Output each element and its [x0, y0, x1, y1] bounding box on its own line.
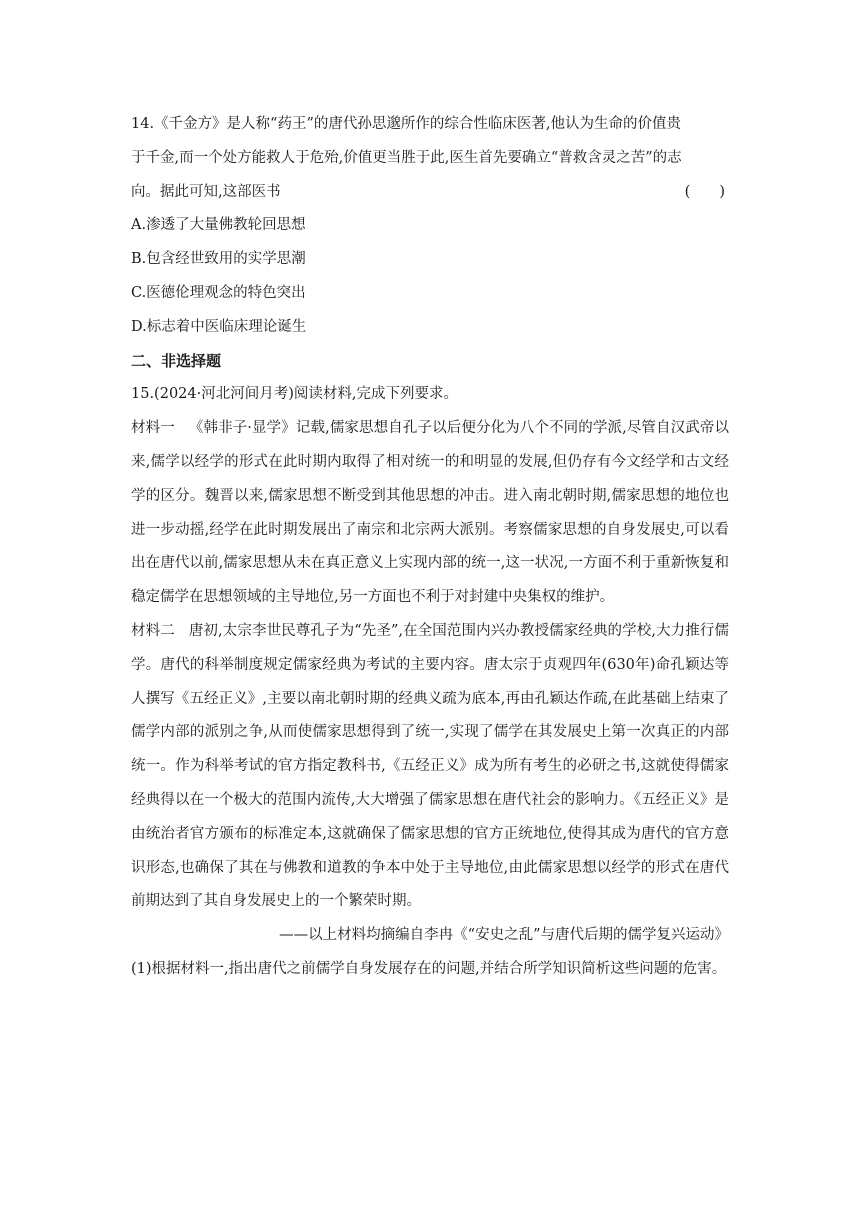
section-title: 二、非选择题 — [131, 351, 222, 370]
material-1-label: 材料一 — [131, 420, 175, 437]
material-1-text: 《韩非子·显学》记载,儒家思想自孔子以后便分化为八个不同的学派,尽管自汉武帝以来,儒学以经学的形式在此时期内取得了相对统一的和明显的发展,但仍存有今文经学和古文经学的区分。魏晋以来,儒家思想不断受到其他思想的冲击。进入南北朝时期,儒家思想的地位也进一步动摇,经学在此时期发展出了南宗和北宗两大派别。考察儒家思想的自身发展史,可以看出在唐代以前,儒家思想从未在真正意义上实现内部的统一,这一状况,一方面不利于重新恢复和稳定儒学在思想领域的主导地位,另一方面也不利于对封建中央集权的维护。 — [131, 420, 729, 606]
option-b: B.包含经世致用的实学思潮 — [131, 251, 306, 268]
material-source: ——以上材料均摘编自李冉《“安史之乱”与唐代后期的儒学复兴运动》 — [279, 927, 729, 944]
question-14-stem-line-1: 14.《千金方》是人称“药王”的唐代孙思邈所作的综合性临床医著,他认为生命的价值贵 — [131, 116, 681, 132]
material-1 — [131, 412, 729, 615]
option-d: D.标志着中医临床理论诞生 — [131, 318, 307, 335]
answer-parentheses: ( ) — [684, 183, 725, 200]
question-14-stem-line-2: 于千金,而一个处方能救人于危殆,价值更当胜于此,医生首先要确立“普救含灵之苦”的志 — [131, 149, 682, 166]
question-14 — [131, 108, 729, 345]
material-2-label: 材料二 — [131, 622, 175, 639]
option-c: C.医德伦理观念的特色突出 — [131, 284, 306, 301]
question-15-header: 15.(2024·河北河间月考)阅读材料,完成下列要求。 — [131, 386, 458, 403]
page-content — [131, 108, 729, 987]
option-a: A.渗透了大量佛教轮回思想 — [131, 217, 306, 234]
question-15 — [131, 378, 729, 986]
material-2-text: 唐初,太宗李世民尊孔子为“先圣”,在全国范围内兴办教授儒家经典的学校,大力推行儒学。唐代的科举制度规定儒家经典为考试的主要内容。唐太宗于贞观四年(630年)命孔颖达等人撰写《五经正义》,主要以南北朝时期的经典义疏为底本,再由孔颖达作疏,在此基础上结束了儒学内部的派别之争,从而使儒家思想得到了统一,实现了儒学在其发展史上第一次真正的内部统一。作为科举考试的官方指定教科书,《五经正义》成为所有考生的必研之书,这就使得儒家经典得以在一个极大的范围内流传,大大增强了儒家思想在唐代社会的影响力。《五经正义》是由统治者官方颁布的标准定本,这就确保了儒家思想的官方正统地位,使得其成为唐代的官方意识形态,也确保了其在与佛教和道教的争本中处于主导地位,由此儒家思想以经学的形式在唐代前期达到了其自身发展史上的一个繁荣时期。 — [131, 622, 730, 910]
material-2 — [131, 615, 729, 919]
question-14-stem-tail: 向。据此可知,这部医书 — [131, 183, 281, 200]
question-14-stem-line-3 — [131, 176, 729, 210]
sub-question-1: (1)根据材料一,指出唐代之前儒学自身发展存在的问题,并结合所学知识简析这些问题的危害。 — [131, 960, 727, 977]
